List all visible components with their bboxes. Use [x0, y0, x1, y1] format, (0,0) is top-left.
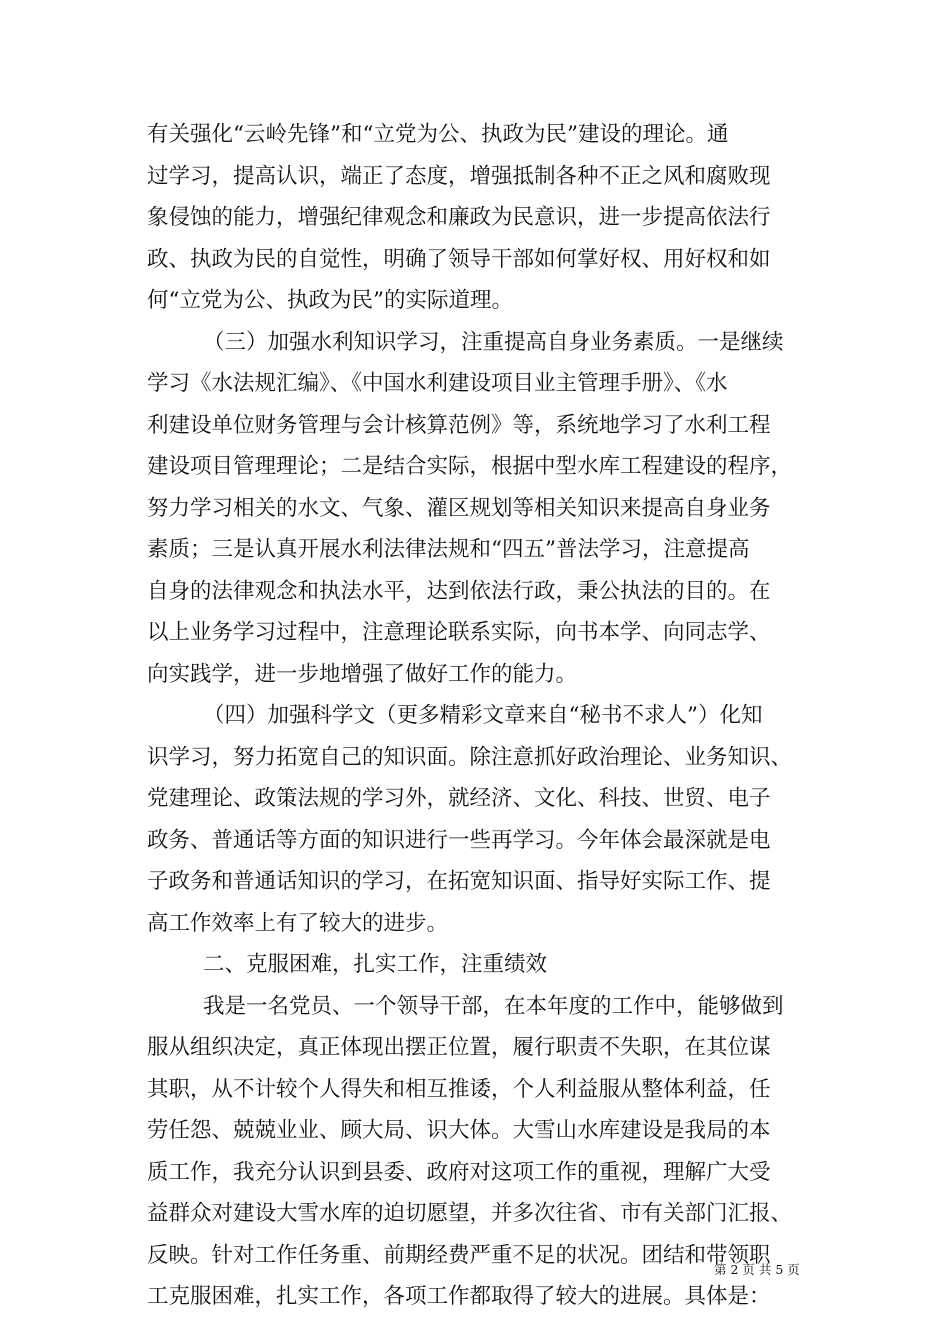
text-line: 建设项目管理理论；二是结合实际，根据中型水库工程建设的程序，	[147, 454, 793, 479]
paragraph-first-line: （四）加强科学文（更多精彩文章来自“秘书不求人”）化知	[203, 703, 763, 728]
text-line: 过学习，提高认识，端正了态度，增强抵制各种不正之风和腐败现	[147, 163, 771, 189]
paragraph-first-line: （三）加强水利知识学习，注重提高自身业务素质。一是继续	[203, 329, 784, 355]
text-line: 反映。针对工作任务重、前期经费严重不足的状况。团结和带领职	[147, 1242, 771, 1268]
page-number-footer: 第 2 页 共 5 页	[714, 1262, 800, 1277]
text-line: 工克服困难，扎实工作，各项工作都取得了较大的进展。具体是：	[147, 1284, 771, 1309]
text-line: 劳任怨、兢兢业业、顾大局、识大体。大雪山水库建设是我局的本	[147, 1118, 771, 1143]
text-line: 益群众对建设大雪水库的迫切愿望，并多次往省、市有关部门汇报、	[147, 1201, 793, 1226]
text-line: 子政务和普通话知识的学习，在拓宽知识面、指导好实际工作、提	[147, 869, 771, 894]
text-line: 其职，从不计较个人得失和相互推诿，个人利益服从整体利益，任	[147, 1076, 771, 1102]
text-line: 学习《水法规汇编》、《中国水利建设项目业主管理手册》、《水	[147, 371, 728, 396]
text-line: 何“立党为公、执政为民”的实际道理。	[147, 288, 513, 313]
text-line: 以上业务学习过程中，注意理论联系实际，向书本学、向同志学、	[147, 620, 771, 645]
text-line: 向实践学，进一步地增强了做好工作的能力。	[147, 661, 578, 687]
text-line: 自身的法律观念和执法水平，达到依法行政，秉公执法的目的。在	[147, 578, 771, 604]
text-line: 象侵蚀的能力，增强纪律观念和廉政为民意识，进一步提高依法行	[147, 205, 771, 230]
text-line: 服从组织决定，真正体现出摆正位置，履行职责不失职，在其位谋	[147, 1035, 771, 1060]
text-line: 有关强化“云岭先锋”和“立党为公、执政为民”建设的理论。通	[147, 122, 729, 147]
section-heading: 二、克服困难，扎实工作，注重绩效	[203, 952, 548, 977]
document-body	[147, 114, 817, 1318]
text-line: 素质；三是认真开展水利法律法规和“四五”普法学习，注意提高	[147, 537, 750, 562]
text-line: 党建理论、政策法规的学习外，就经济、文化、科技、世贸、电子	[147, 786, 771, 811]
text-line: 识学习，努力拓宽自己的知识面。除注意抓好政治理论、业务知识、	[147, 744, 793, 770]
text-line: 政、执政为民的自觉性，明确了领导干部如何掌好权、用好权和如	[147, 246, 771, 272]
text-line: 利建设单位财务管理与会计核算范例》等，系统地学习了水利工程	[147, 412, 771, 438]
text-line: 高工作效率上有了较大的进步。	[147, 910, 449, 936]
paragraph-first-line: 我是一名党员、一个领导干部，在本年度的工作中，能够做到	[203, 993, 784, 1019]
text-line: 努力学习相关的水文、气象、灌区规划等相关知识来提高自身业务	[147, 495, 771, 521]
text-line: 政务、普通话等方面的知识进行一些再学习。今年体会最深就是电	[147, 827, 771, 853]
text-line: 质工作，我充分认识到县委、政府对这项工作的重视，理解广大受	[147, 1159, 771, 1185]
